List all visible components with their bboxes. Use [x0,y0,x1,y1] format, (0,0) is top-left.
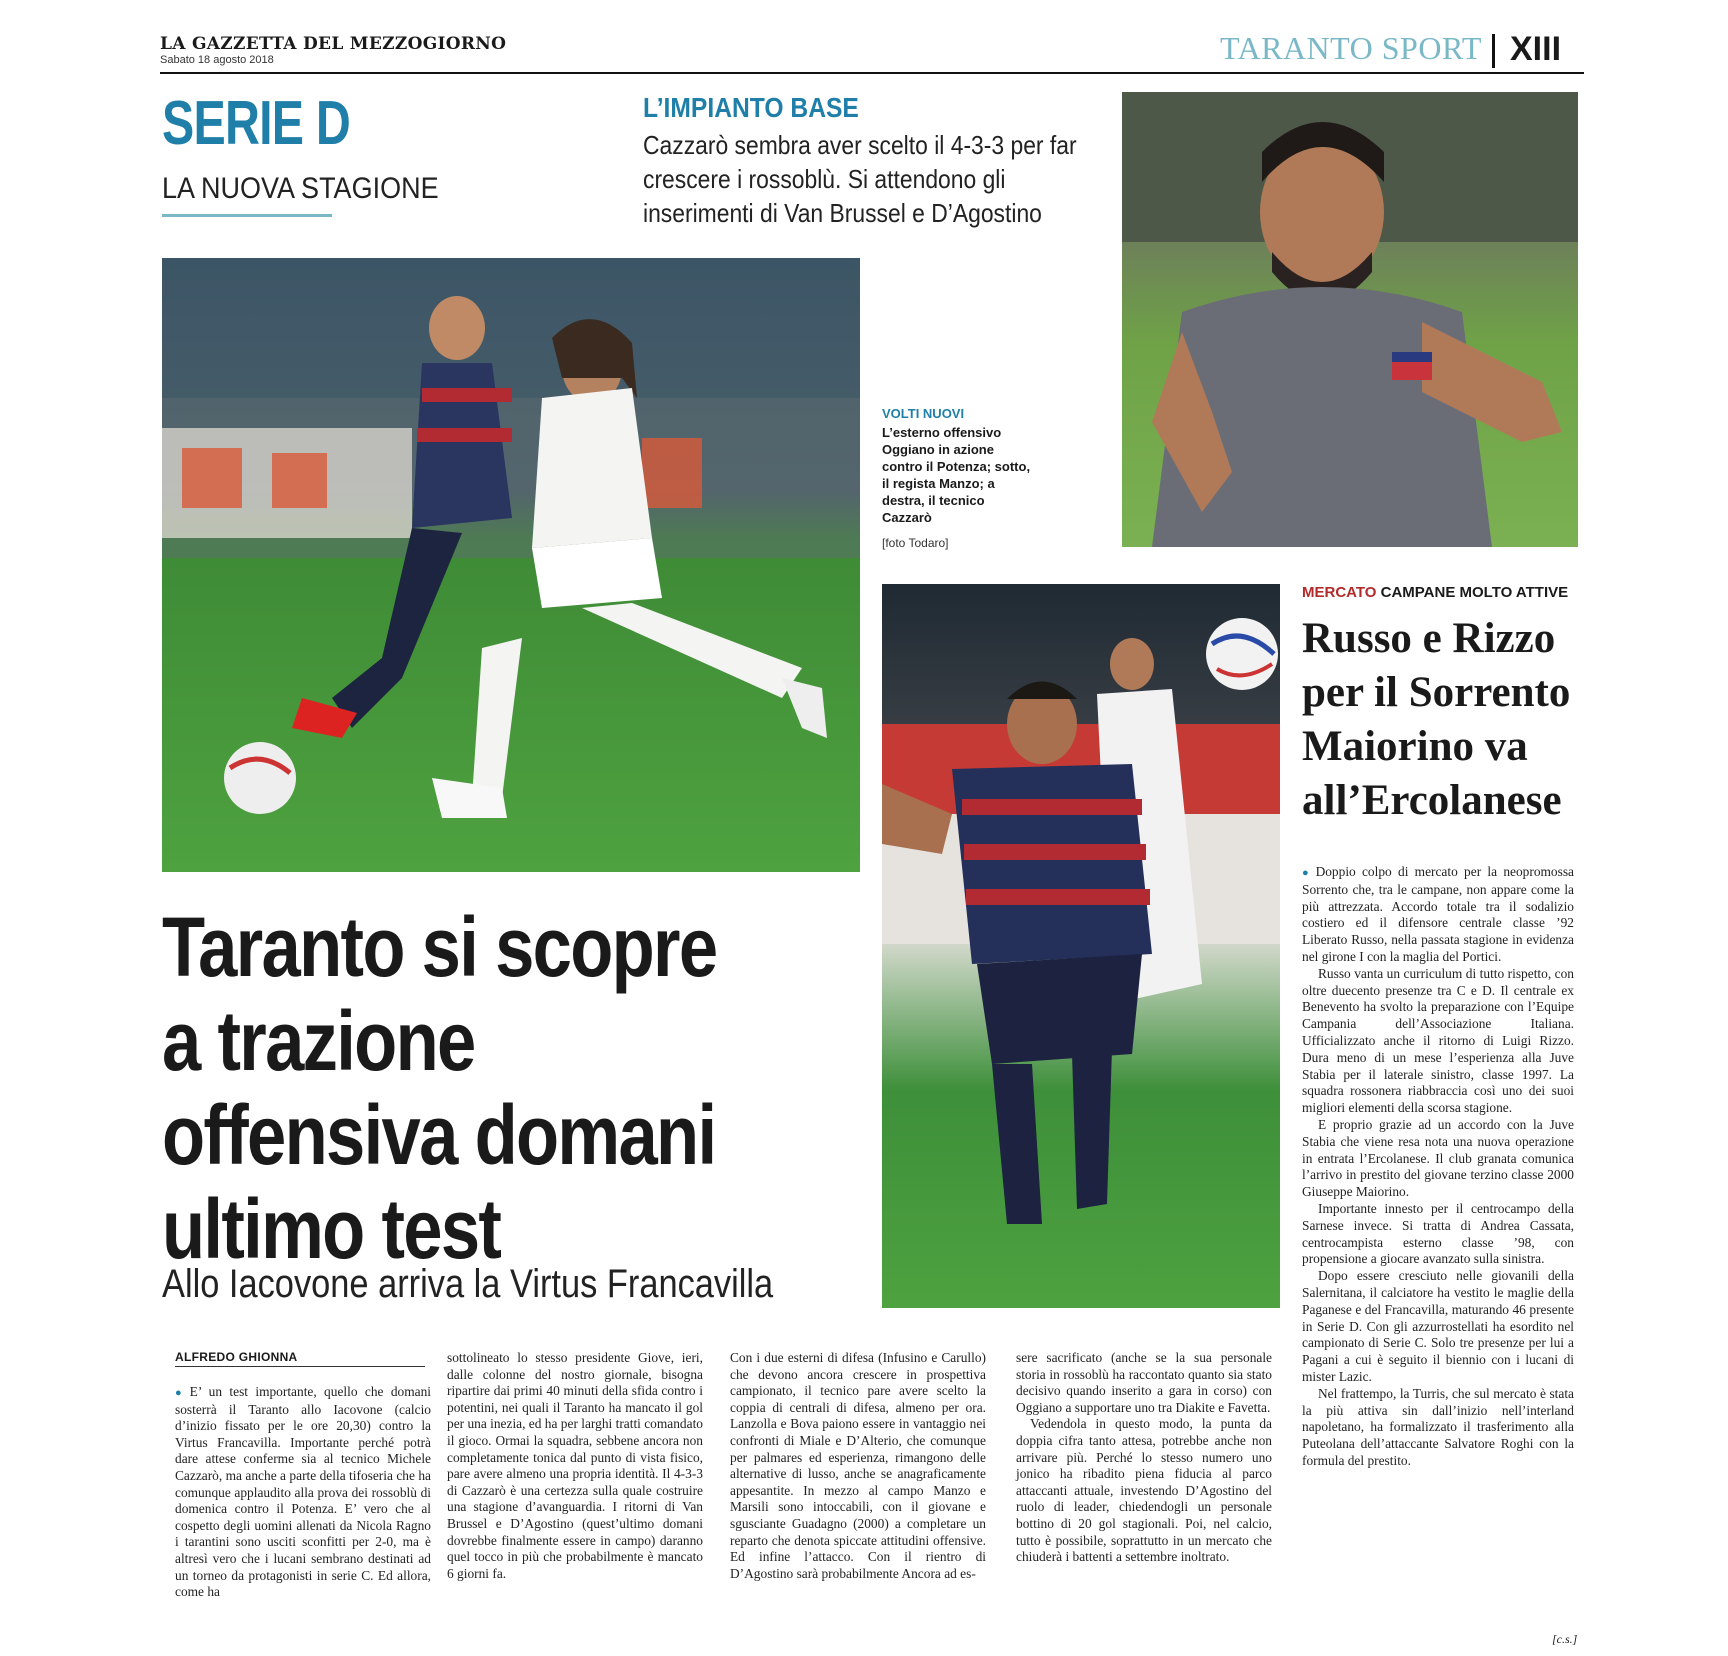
sidebar-paragraph-3: E proprio grazie ad un accordo con la Juve Stabia che viene resa nota una nuova operazione in entrata l’Ercolanese. Il club granata comunica l’arrivo in prestito del giovane terzino classe 2000 Giuseppe Maiorino. [1302,1116,1574,1200]
photo-player-regista [882,584,1280,1308]
page-number: XIII [1510,30,1562,68]
article-column-4-text-a: sere sacrificato (anche se la sua personale storia in rossoblù ha raccontato quanto sia stato decisivo quando inserito a gara in corso) con Oggiano a supportare uno tra Diakite e Favetta. [1016,1350,1272,1415]
sidebar-kicker-label: CAMPANE MOLTO ATTIVE [1380,584,1569,601]
header-rule [160,72,1584,74]
sidebar-signature: [c.s.] [1552,1632,1578,1646]
sidebar-kicker-category: MERCATO [1302,584,1377,601]
caption-text: L’esterno offensivo Oggiano in azione contro il Potenza; sotto, il regista Manzo; a destra, il tecnico Cazzarò [882,425,1031,525]
season-tag-underline [162,214,332,217]
article-column-2 [447,1350,703,1582]
section-title: TARANTO SPORT [1220,30,1482,66]
photo-match-action [162,258,860,872]
article-column-4-text-b: Vedendola in questo modo, la punta da doppia cifra tanto attesa, potrebbe anche non arrivare più. Perché lo stesso numero uno jonico ha ribadito piena fiducia al parco attaccanti attuale, investendo D’Agostino del ruolo di leader, chiedendogli un personale bottino di 20 gol stagionali. Poi, nel calcio, tutto è possibile, soprattutto in un mercato che chiuderà i battenti a settembre inoltrato. [1016,1416,1272,1565]
sidebar-headline: Russo e Rizzo per il Sorrento Maiorino va all’Ercolanese [1302,615,1571,824]
photo-coach [1122,92,1578,547]
article-column-1 [175,1384,431,1601]
season-tag: LA NUOVA STAGIONE [162,172,439,205]
sidebar-paragraph-2: Russo vanta un curriculum di tutto rispetto, con oltre duecento presenze tra C e D. Il centrale ex Benevento ha svolto la preparazione con l’Equipe Campania dell’Associazione Italiana. Ufficializzato anche il ritorno di Luigi Rizzo. Dura meno di un mese l’esperienza alla Juve Stabia per il laterale sinistro, classe 1997. La squadra rossonera riabbraccia così uno dei suoi migliori elementi della scorsa stagione. [1302,965,1574,1116]
box-title: L’IMPIANTO BASE [643,92,859,123]
sidebar-paragraph-1: Doppio colpo di mercato per la neopromossa Sorrento che, tra le campane, non appare come la più attrezzata. Accordo totale tra il sodalizio costiero ed il difensore centrale classe ’92 Liberato Russo, nella passata stagione in evidenza nel girone I con la maglia del Portici. [1302,864,1574,964]
article-author: ALFREDO GHIONNA [175,1350,298,1364]
caption-title: VOLTI NUOVI [882,406,965,421]
photo-credit: [foto Todaro] [882,536,949,550]
article-headline: Taranto si scopre a trazione offensiva domani ultimo test [162,900,717,1276]
sidebar-paragraph-4: Importante innesto per il centrocampo della Sarnese invece. Si tratta di Andrea Cassata, centrocampista esterno classe ’98, con propensione a giocare avanzato sulla sinistra. [1302,1200,1574,1267]
article-column-3 [730,1350,986,1582]
masthead: LA GAZZETTA DEL MEZZOGIORNO [160,34,507,54]
sidebar-paragraph-6: Nel frattempo, la Turris, che sul mercato è stata la più attiva sin dall’inizio nell’interland napoletano, ha formalizzato il trasferimento alla Puteolana dell’attaccante Salvatore Roghi con la formula del prestito. [1302,1385,1574,1468]
article-subhead: Allo Iacovone arriva la Virtus Francavilla [162,1262,774,1306]
article-column-2-text: sottolineato lo stesso presidente Giove, ieri, dalle colonne del nostro giornale, bisogna ripartire dai primi 40 minuti della sfida contro i potentini, nei quali il Taranto ha mancato il gol per una inezia, ed ha per larghi tratti comandato il gioco. Ormai la squadra, sebbene ancora non completamente tonica dal punto di vista fisico, pare avere almeno una propria identità. Il 4-3-3 di Cazzarò è una certezza sulla quale costruire una stagione d’avanguardia. I ritorni di Van Brussel e D’Agostino (quest’ultimo domani dovrebbe finalmente essere in campo) daranno quel tocco in più che probabilmente è mancato 6 giorni fa. [447,1350,703,1581]
league-kicker: SERIE D [162,89,351,158]
sidebar-body [1302,864,1574,1470]
author-underline [175,1366,425,1367]
article-column-1-text: E’ un test importante, quello che domani sosterrà il Taranto allo Iacovone (calcio d’inizio fissato per le ore 20,30) contro la Virtus Francavilla. Importante perché potrà dare attese conferme sia al tecnico Michele Cazzarò, ma anche a parte della tifoseria che ha comunque applaudito alla prova dei rossoblù di domenica contro il Potenza. E’ vero che al cospetto degli uomini allenati da Nicola Ragno i tarantini sono usciti sconfitti per 2-0, ma è altresì vero che i lucani sembrano destinati ad un torneo da protagonisti in serie C. Ed allora, come ha [175,1384,431,1600]
box-text: Cazzarò sembra aver scelto il 4-3-3 per far crescere i rossoblù. Si attendono gli inserimenti di Van Brussel e D’Agostino [643,130,1077,228]
issue-date: Sabato 18 agosto 2018 [160,54,274,66]
header-separator [1492,34,1495,68]
article-column-4 [1016,1350,1272,1566]
sidebar-kicker [1302,584,1568,601]
article-column-3-text: Con i due esterni di difesa (Infusino e Carullo) che devono ancora crescere in prospettiva campionato, il tecnico pare avere scelto la coppia di centrali di difesa, almeno per ora. Lanzolla e Bova paiono essere in vantaggio nei confronti di Miale e D’Alterio, che comunque per palmares ed esperienza, rimangono delle alternative di lusso, anche se anagraficamente appesantite. In mezzo al campo Manzo e Marsili sono intoccabili, con il giovane e sgusciante Guadagno (2000) a completare un reparto che denota spiccate attitudini offensive. Ed infine l’attacco. Con il rientro di D’Agostino sarà probabilmente Ancora ad es- [730,1350,986,1581]
sidebar-paragraph-5: Dopo essere cresciuto nelle giovanili della Salernitana, il calciatore ha vestito le maglie della Paganese e del Francavilla, maturando 46 presente in Serie D. Con gli azzurrostellati ha esordito nel campionato di Serie C. Solo tre presenze per lui a Pagani a cui è seguito il biennio con i lucani di mister Lazic. [1302,1268,1574,1384]
